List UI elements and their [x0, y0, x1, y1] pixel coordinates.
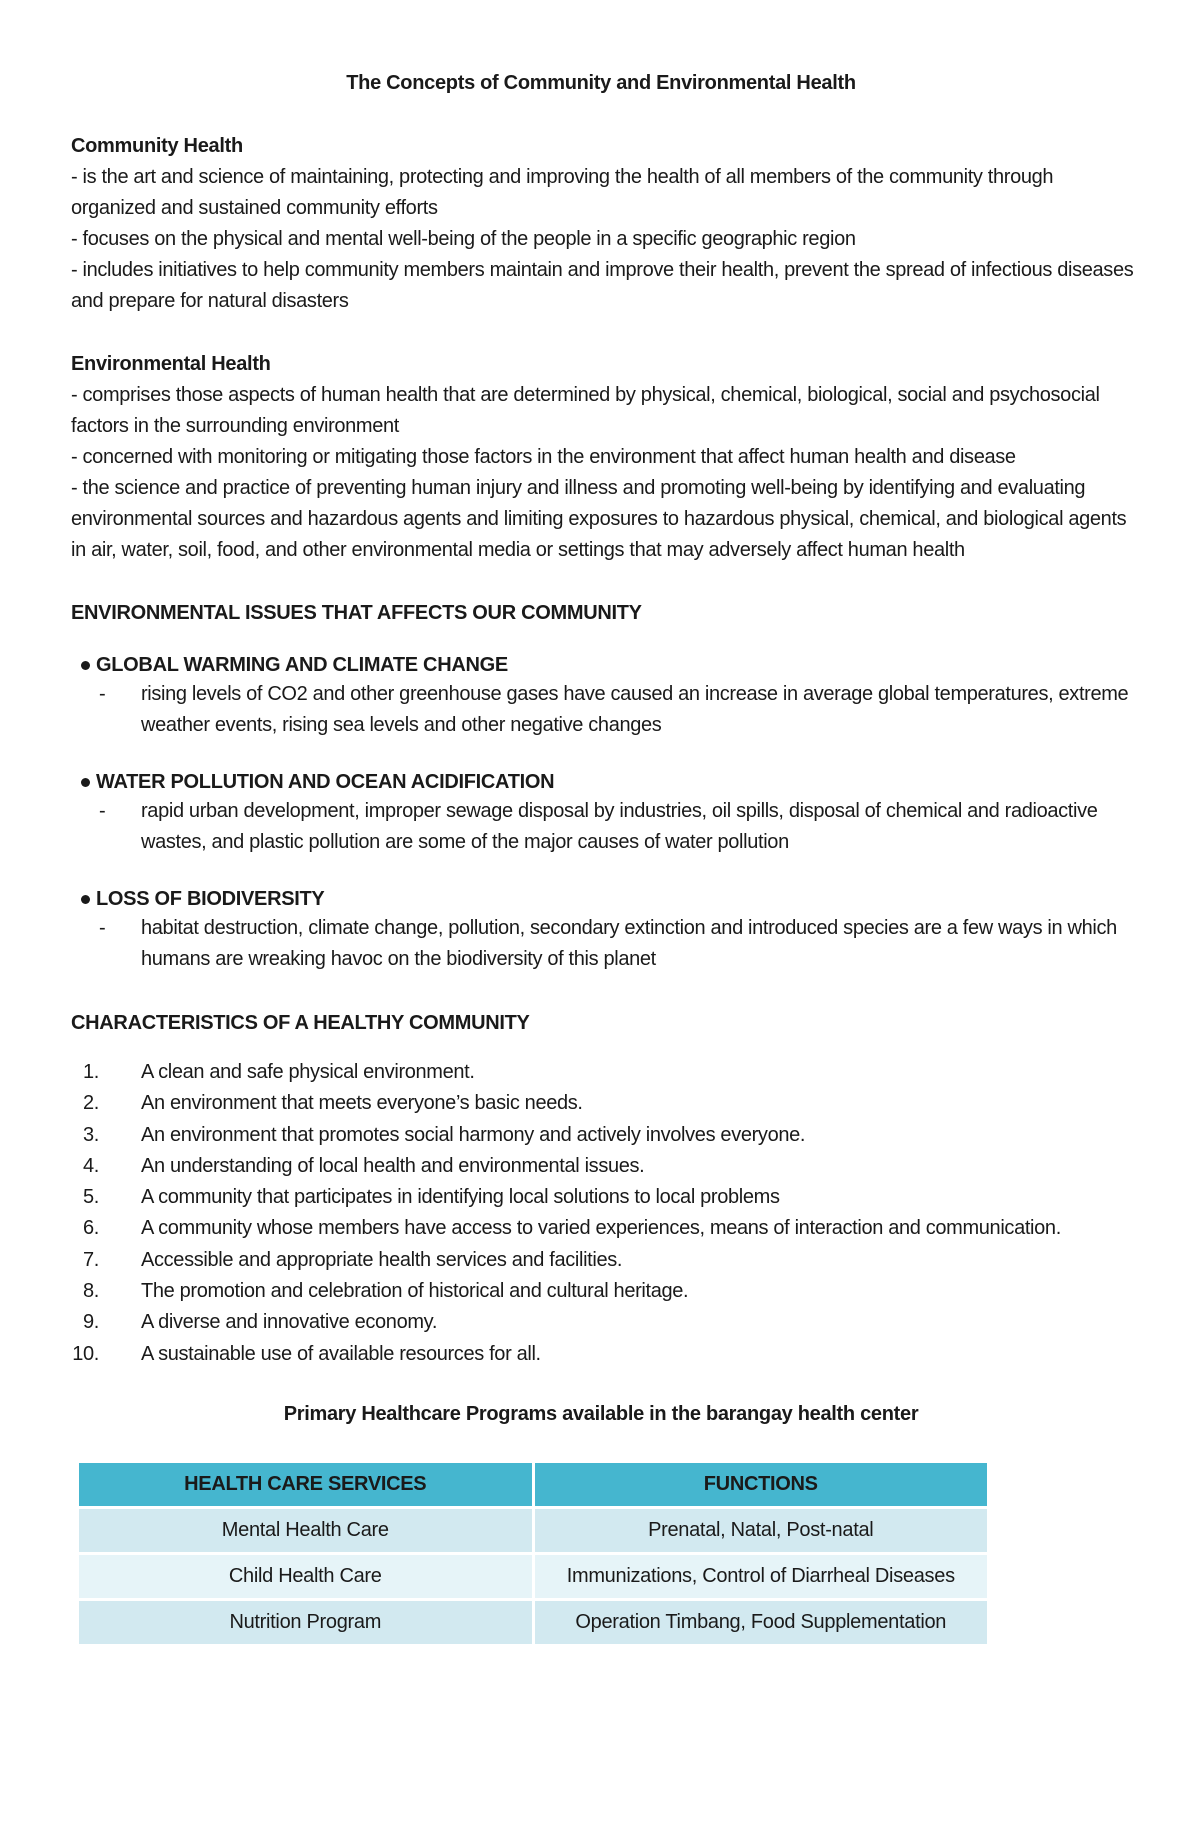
list-number: 1.: [83, 1061, 99, 1083]
list-item: [71, 1182, 1141, 1213]
environmental-health-line: - comprises those aspects of human health that are determined by physical, chemical, biological, social and psychosocial factors in the surrounding environment: [71, 384, 1100, 437]
list-text: A community that participates in identifying local solutions to local problems: [141, 1186, 780, 1209]
list-item: [71, 1120, 1141, 1151]
list-item: [71, 1088, 1141, 1119]
table-header-row: [79, 1463, 987, 1506]
list-number: 8.: [83, 1280, 99, 1303]
environmental-health-line: - concerned with monitoring or mitigating those factors in the environment that affect human health and disease: [71, 446, 1016, 468]
list-number: 3.: [83, 1123, 99, 1146]
list-text: A clean and safe physical environment.: [141, 1061, 475, 1083]
bullet-icon: [81, 895, 90, 904]
table-caption: Primary Healthcare Programs available in the barangay health center: [283, 1403, 919, 1425]
issue-item: [81, 768, 1141, 858]
list-item: [71, 1151, 1141, 1182]
list-item: [71, 1245, 1141, 1276]
dash-marker: -: [99, 683, 106, 705]
issue-description-text: rapid urban development, improper sewage disposal by industries, oil spills, disposal of chemical and radioactive wastes, and plastic pollution are some of the major causes of water pollution: [141, 800, 1098, 853]
dash-marker: -: [99, 800, 106, 822]
table-cell: Prenatal, Natal, Post-natal: [535, 1509, 988, 1552]
table-row: [79, 1601, 987, 1644]
list-item: [71, 1213, 1141, 1244]
list-item: [71, 1057, 1141, 1088]
issue-title-text: LOSS OF BIODIVERSITY: [96, 888, 325, 910]
page-title: The Concepts of Community and Environmental Health: [346, 72, 856, 94]
list-number: 9.: [83, 1311, 99, 1334]
issue-description-text: habitat destruction, climate change, pollution, secondary extinction and introduced species are a few ways in which humans are wreaking havoc on the biodiversity of this planet: [141, 917, 1117, 970]
list-text: An environment that meets everyone’s basic needs.: [141, 1092, 583, 1115]
environmental-health-heading: Environmental Health: [71, 353, 271, 375]
table-row: [79, 1555, 987, 1598]
table-cell: Operation Timbang, Food Supplementation: [535, 1601, 988, 1644]
characteristics-heading: CHARACTERISTICS OF A HEALTHY COMMUNITY: [71, 1012, 530, 1034]
table-row: [79, 1509, 987, 1552]
issue-title: [81, 885, 1141, 913]
community-health-line: - focuses on the physical and mental well-being of the people in a specific geographic region: [71, 228, 856, 250]
list-text: A diverse and innovative economy.: [141, 1311, 438, 1334]
issue-title: [81, 651, 1141, 679]
environmental-health-paragraph: [71, 380, 1141, 566]
list-item: [71, 1339, 1141, 1370]
programs-table: [76, 1460, 990, 1647]
issue-title: [81, 768, 1141, 796]
list-text: An environment that promotes social harmony and actively involves everyone.: [141, 1123, 806, 1146]
table-cell: Child Health Care: [79, 1555, 532, 1598]
list-item: [71, 1276, 1141, 1307]
list-number: 6.: [83, 1217, 99, 1240]
issue-description: [81, 796, 1141, 858]
list-text: The promotion and celebration of historical and cultural heritage.: [141, 1280, 689, 1303]
community-health-line: - includes initiatives to help community members maintain and improve their health, prevent the spread of infectious diseases and prepare for natural disasters: [71, 259, 1134, 312]
environmental-health-line: - the science and practice of preventing human injury and illness and promoting well-being by identifying and evaluating environmental sources and hazardous agents and limiting exposures to hazardous physical, chemical, and biological agents in air, water, soil, food, and other environmental media or settings that may adversely affect human health: [71, 477, 1127, 561]
community-health-line: - is the art and science of maintaining, protecting and improving the health of all members of the community through organized and sustained community efforts: [71, 166, 1054, 219]
table-cell: Nutrition Program: [79, 1601, 532, 1644]
list-number: 7.: [83, 1248, 99, 1271]
column-header-functions: FUNCTIONS: [535, 1463, 988, 1506]
list-text: Accessible and appropriate health services and facilities.: [141, 1248, 623, 1271]
issue-description: [81, 679, 1141, 741]
table-cell: Mental Health Care: [79, 1509, 532, 1552]
list-text: A sustainable use of available resources for all.: [141, 1342, 541, 1365]
table-cell: Immunizations, Control of Diarrheal Diseases: [535, 1555, 988, 1598]
list-number: 2.: [83, 1092, 99, 1115]
dash-marker: -: [99, 917, 106, 939]
issue-description: [81, 913, 1141, 975]
list-number: 5.: [83, 1186, 99, 1209]
issue-description-text: rising levels of CO2 and other greenhouse gases have caused an increase in average global temperatures, extreme weather events, rising sea levels and other negative changes: [141, 683, 1129, 736]
list-number: 4.: [83, 1154, 99, 1177]
list-item: [71, 1307, 1141, 1338]
issues-heading: ENVIRONMENTAL ISSUES THAT AFFECTS OUR COMMUNITY: [71, 602, 642, 624]
list-number: 10.: [72, 1342, 99, 1365]
bullet-icon: [81, 778, 90, 787]
bullet-icon: [81, 661, 90, 670]
list-text: An understanding of local health and environmental issues.: [141, 1154, 645, 1177]
issue-title-text: WATER POLLUTION AND OCEAN ACIDIFICATION: [96, 771, 555, 793]
list-text: A community whose members have access to varied experiences, means of interaction and communication.: [141, 1217, 1061, 1240]
community-health-paragraph: [71, 162, 1141, 317]
characteristics-list: [71, 1057, 1141, 1370]
issue-item: [81, 885, 1141, 975]
column-header-services: HEALTH CARE SERVICES: [79, 1463, 532, 1506]
community-health-heading: Community Health: [71, 135, 243, 157]
issue-item: [81, 651, 1141, 741]
issue-title-text: GLOBAL WARMING AND CLIMATE CHANGE: [96, 654, 508, 676]
